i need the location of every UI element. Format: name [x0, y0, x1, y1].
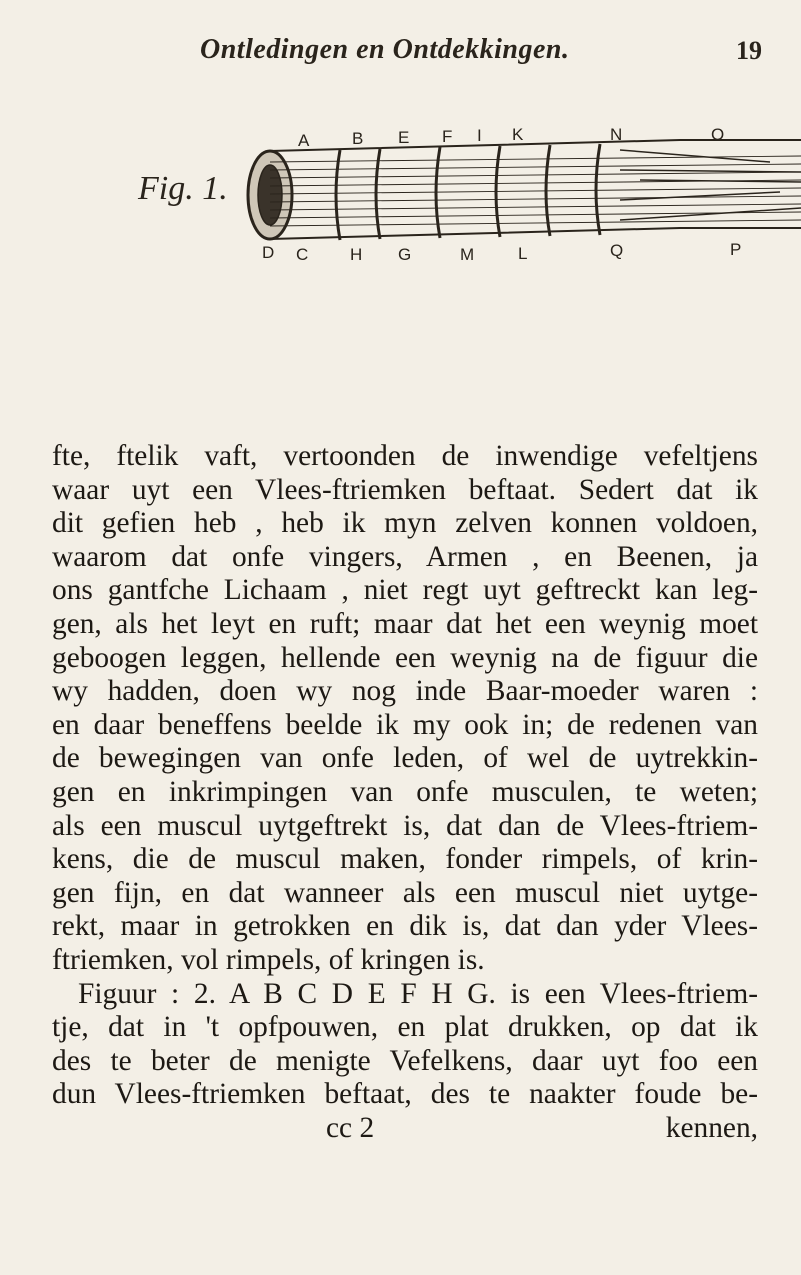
- figure-letter: D: [262, 243, 275, 262]
- text-line: waarom dat onfe vingers, Armen , en Beenen, ja: [52, 540, 758, 573]
- figure-letter: F: [442, 127, 453, 146]
- figure-letter: E: [398, 128, 410, 147]
- text-line: gen, als het leyt en ruft; maar dat het een weynig moet: [52, 607, 758, 640]
- figure-1: [120, 110, 801, 300]
- figure-paragraph-line: tje, dat in 't opfpouwen, en plat drukken, op dat ik: [52, 1011, 758, 1044]
- bottom-letters: [262, 240, 741, 264]
- text-line: geboogen leggen, hellende een weynig na de figuur die: [52, 641, 758, 674]
- figure-letter: G: [398, 245, 412, 264]
- figure-paragraph-line: Figuur : 2. A B C D E F H G. is een Vlees-ftriem-: [78, 977, 758, 1010]
- figure-letter: O: [711, 125, 725, 144]
- running-head: Ontledingen en Ontdekkingen.: [200, 34, 570, 65]
- text-line: fte, ftelik vaft, vertoonden de inwendige vefeltjens: [52, 440, 758, 472]
- text-line: en daar beneffens beelde ik my ook in; de redenen van: [52, 708, 758, 741]
- figure-paragraph-line: dun Vlees-ftriemken beftaat, des te naakter foude be-: [52, 1078, 758, 1111]
- figure-letter: N: [610, 125, 623, 144]
- text-line: waar uyt een Vlees-ftriemken beftaat. Sedert dat ik: [52, 473, 758, 506]
- muscle-fiber-illustration: [120, 110, 801, 300]
- figure-letter: P: [730, 240, 742, 259]
- figure-letter: I: [477, 126, 482, 145]
- text-line: gen fijn, en dat wanneer als een muscul niet uytge-: [52, 876, 758, 909]
- top-letters: [298, 125, 724, 150]
- body-text: [52, 440, 792, 1145]
- figure-label: Fig. 1.: [138, 170, 228, 207]
- figure-letter: B: [352, 129, 364, 148]
- page-footer-line: [52, 1112, 758, 1146]
- page-header: [0, 34, 801, 74]
- figure-letter: H: [350, 245, 363, 264]
- text-line: rekt, maar in getrokken en dik is, dat dan yder Vlees-: [52, 910, 758, 943]
- text-line: ftriemken, vol rimpels, of kringen is.: [52, 943, 485, 976]
- figure-letter: A: [298, 131, 310, 150]
- text-line: kens, die de muscul maken, fonder rimpels, of krin-: [52, 843, 758, 876]
- signature-mark: cc 2: [326, 1111, 375, 1144]
- figure-letter: M: [460, 245, 475, 264]
- text-line: als een muscul uytgeftrekt is, dat dan de Vlees-ftriem-: [52, 809, 758, 842]
- figure-paragraph-line: des te beter de menigte Vefelkens, daar uyt foo een: [52, 1044, 758, 1077]
- figure-letter: L: [518, 244, 528, 263]
- text-line: gen en inkrimpingen van onfe musculen, te weten;: [52, 775, 758, 808]
- catchword: kennen,: [665, 1111, 758, 1144]
- text-line: wy hadden, doen wy nog inde Baar-moeder waren :: [52, 675, 758, 708]
- figure-letter: C: [296, 245, 309, 264]
- text-line: dit gefien heb , heb ik myn zelven konnen voldoen,: [52, 507, 758, 540]
- fiber-bundle: [248, 140, 801, 240]
- text-line: de bewegingen van onfe leden, of wel de uytrekkin-: [52, 742, 758, 775]
- figure-letter: Q: [610, 241, 624, 260]
- text-line: ons gantfche Lichaam , niet regt uyt geftreckt kan leg-: [52, 574, 758, 607]
- page-number: 19: [736, 36, 762, 65]
- figure-letter: K: [512, 125, 524, 144]
